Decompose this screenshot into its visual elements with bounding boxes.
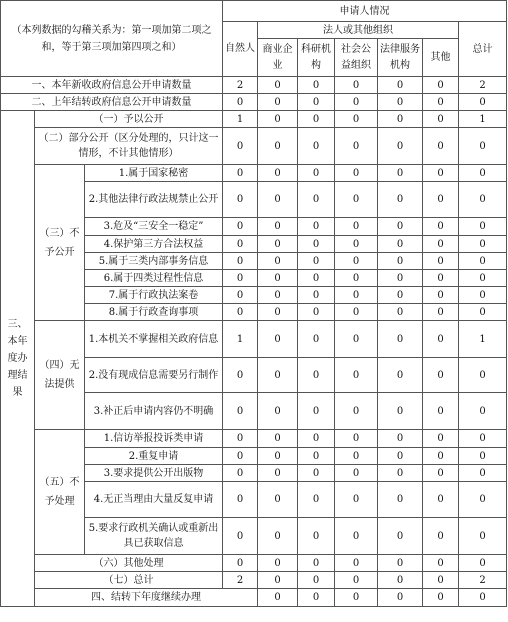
cell-value: 0	[258, 572, 298, 589]
cell-value: 0	[223, 482, 258, 518]
cell-value: 0	[378, 555, 423, 572]
cell-value: 0	[223, 358, 258, 393]
header-total: 总计	[459, 22, 507, 77]
header-social: 社会公益组织	[335, 39, 378, 77]
cell-value: 0	[223, 94, 258, 111]
cell-value: 2	[459, 572, 507, 589]
cell-value: 0	[258, 111, 298, 128]
cell-value: 0	[378, 182, 423, 218]
cell-value: 0	[258, 182, 298, 218]
cell-value: 0	[258, 94, 298, 111]
cell-value: 0	[459, 253, 507, 270]
cell-value: 0	[223, 448, 258, 465]
header-other: 其他	[423, 39, 459, 77]
cell-value: 0	[459, 94, 507, 111]
cell-value: 0	[298, 165, 335, 182]
cell-value: 0	[459, 589, 507, 607]
cell-value: 0	[298, 430, 335, 448]
cell-value: 0	[378, 572, 423, 589]
cell-value: 0	[423, 572, 459, 589]
cell-value: 0	[258, 165, 298, 182]
cell-value: 0	[258, 270, 298, 287]
header-commercial: 商业企业	[258, 39, 298, 77]
table-row	[1, 555, 507, 572]
cell-value: 0	[378, 589, 423, 607]
cell-value: 0	[335, 77, 378, 94]
cell-value: 0	[223, 287, 258, 304]
table-row	[1, 430, 507, 448]
cell-value: 0	[335, 182, 378, 218]
cell-value: 0	[378, 321, 423, 358]
row-label: （七）总计	[35, 572, 223, 589]
cell-value: 1	[459, 111, 507, 128]
cell-value: 0	[258, 128, 298, 165]
cell-value: 0	[423, 393, 459, 430]
cell-value: 0	[459, 448, 507, 465]
cell-value: 0	[378, 465, 423, 482]
row-label: 5.属于三类内部事务信息	[85, 253, 223, 270]
cell-value: 0	[423, 218, 459, 236]
cell-value: 0	[258, 589, 298, 607]
cell-value: 0	[298, 253, 335, 270]
header-legal-group: 法人或其他组织	[258, 22, 459, 39]
table-row	[1, 77, 507, 94]
cell-value: 0	[298, 236, 335, 253]
cell-value: 0	[459, 236, 507, 253]
cell-value: 0	[335, 430, 378, 448]
cell-value: 0	[423, 321, 459, 358]
cell-value: 0	[459, 218, 507, 236]
row-label: 1.信访举报投诉类申请	[85, 430, 223, 448]
cell-value: 0	[298, 448, 335, 465]
row-label: （一）予以公开	[35, 111, 223, 128]
cell-value: 2	[459, 77, 507, 94]
cell-value: 0	[378, 218, 423, 236]
cell-value: 0	[378, 482, 423, 518]
unable-label: （四）无法提供	[35, 321, 85, 430]
cell-value: 0	[223, 236, 258, 253]
cell-value: 0	[335, 448, 378, 465]
cell-value: 0	[423, 128, 459, 165]
cell-value: 0	[378, 518, 423, 555]
cell-value: 0	[423, 94, 459, 111]
cell-value: 0	[258, 77, 298, 94]
cell-value: 0	[298, 518, 335, 555]
cell-value: 1	[459, 321, 507, 358]
cell-value: 1	[223, 321, 258, 358]
cell-value: 0	[335, 253, 378, 270]
row-label: 3.危及“三安全一稳定”	[85, 218, 223, 236]
cell-value: 0	[335, 111, 378, 128]
cell-value: 0	[223, 465, 258, 482]
cell-value: 0	[258, 304, 298, 321]
cell-value: 0	[378, 128, 423, 165]
cell-value: 0	[298, 218, 335, 236]
table-row	[1, 572, 507, 589]
cell-value: 0	[335, 236, 378, 253]
cell-value: 0	[423, 236, 459, 253]
cell-value: 0	[258, 482, 298, 518]
row-label: 2.其他法律行政法规禁止公开	[85, 182, 223, 218]
cell-value: 0	[298, 589, 335, 607]
cell-value: 0	[258, 393, 298, 430]
cell-value: 0	[378, 430, 423, 448]
table-row	[1, 111, 507, 128]
cell-value: 0	[378, 77, 423, 94]
cell-value: 0	[298, 94, 335, 111]
cell-value: 0	[258, 358, 298, 393]
cell-value: 0	[298, 128, 335, 165]
row-label: 2.重复申请	[85, 448, 223, 465]
cell-value: 0	[298, 182, 335, 218]
cell-value: 0	[335, 321, 378, 358]
cell-value: 0	[423, 253, 459, 270]
cell-value: 0	[258, 430, 298, 448]
cell-value: 0	[258, 253, 298, 270]
cell-value: 0	[423, 448, 459, 465]
cell-value: 0	[223, 555, 258, 572]
header-research: 科研机构	[298, 39, 335, 77]
cell-value: 0	[223, 128, 258, 165]
cell-value: 0	[378, 304, 423, 321]
not-granted-label: （三）不予公开	[35, 165, 85, 321]
cell-value: 0	[335, 304, 378, 321]
cell-value: 0	[378, 393, 423, 430]
cell-value: 0	[335, 358, 378, 393]
cell-value: 0	[459, 165, 507, 182]
cell-value: 0	[459, 518, 507, 555]
row-label: 一、本年新收政府信息公开申请数量	[1, 77, 223, 94]
cell-value: 0	[298, 465, 335, 482]
header-natural-person: 自然人	[223, 22, 258, 77]
cell-value: 0	[423, 270, 459, 287]
cell-value: 0	[298, 287, 335, 304]
cell-value: 0	[258, 465, 298, 482]
table-row	[1, 94, 507, 111]
cell-value: 0	[459, 393, 507, 430]
row-label: 2.没有现成信息需要另行制作	[85, 358, 223, 393]
row-label: 4.保护第三方合法权益	[85, 236, 223, 253]
cell-value: 0	[258, 518, 298, 555]
cell-value: 0	[335, 270, 378, 287]
cell-value: 0	[459, 270, 507, 287]
cell-value: 0	[298, 393, 335, 430]
cell-value: 0	[459, 287, 507, 304]
cell-value: 0	[298, 77, 335, 94]
cell-value: 0	[258, 218, 298, 236]
cell-value: 0	[223, 182, 258, 218]
table-row	[1, 128, 507, 165]
cell-value: 0	[378, 287, 423, 304]
row-label: 7.属于行政执法案卷	[85, 287, 223, 304]
cell-value: 0	[459, 128, 507, 165]
cell-value: 0	[378, 94, 423, 111]
header-note: （本列数据的勾稽关系为：第一项加第二项之和，等于第三项加第四项之和）	[1, 1, 223, 77]
row-label: 1.属于国家秘密	[85, 165, 223, 182]
cell-value: 0	[423, 77, 459, 94]
row-label: 4.无正当理由大量反复申请	[85, 482, 223, 518]
cell-value: 0	[298, 111, 335, 128]
row-label: 3.补正后申请内容仍不明确	[85, 393, 223, 430]
row-label: 6.属于四类过程性信息	[85, 270, 223, 287]
cell-value: 0	[223, 165, 258, 182]
cell-value: 1	[223, 111, 258, 128]
cell-value: 0	[459, 465, 507, 482]
cell-value: 0	[423, 430, 459, 448]
cell-value: 0	[298, 270, 335, 287]
cell-value: 0	[378, 111, 423, 128]
cell-value: 0	[223, 253, 258, 270]
cell-value: 0	[298, 358, 335, 393]
header-legal-service: 法律服务机构	[378, 39, 423, 77]
cell-value: 0	[258, 321, 298, 358]
cell-value: 0	[423, 182, 459, 218]
row-label: 二、上年结转政府信息公开申请数量	[1, 94, 223, 111]
cell-value: 0	[223, 218, 258, 236]
cell-value: 0	[223, 430, 258, 448]
row-label: （二）部分公开（区分处理的，只计这一情形，不计其他情形）	[35, 128, 223, 165]
cell-value: 0	[298, 304, 335, 321]
cell-value: 0	[459, 304, 507, 321]
cell-value: 0	[298, 555, 335, 572]
cell-value: 0	[335, 518, 378, 555]
cell-value: 0	[258, 287, 298, 304]
cell-value: 0	[378, 165, 423, 182]
row-label: 3.要求提供公开出版物	[85, 465, 223, 482]
cell-value: 0	[335, 465, 378, 482]
cell-value: 0	[258, 236, 298, 253]
cell-value: 0	[423, 555, 459, 572]
cell-value: 0	[223, 518, 258, 555]
cell-value: 0	[378, 270, 423, 287]
cell-value: 0	[335, 287, 378, 304]
cell-value: 0	[423, 111, 459, 128]
cell-value: 0	[423, 482, 459, 518]
cell-value: 0	[335, 218, 378, 236]
cell-value: 0	[423, 589, 459, 607]
row-label: 5.要求行政机关确认或重新出具已获取信息	[85, 518, 223, 555]
row-label: 8.属于行政查询事项	[85, 304, 223, 321]
cell-value: 0	[378, 253, 423, 270]
cell-value: 0	[335, 165, 378, 182]
cell-value: 0	[335, 555, 378, 572]
cell-value: 0	[335, 393, 378, 430]
row-label: 1.本机关不掌握相关政府信息	[85, 321, 223, 358]
cell-value: 0	[335, 128, 378, 165]
cell-value: 0	[423, 165, 459, 182]
cell-value: 0	[423, 304, 459, 321]
cell-value: 0	[298, 572, 335, 589]
cell-value: 0	[298, 482, 335, 518]
cell-value: 0	[335, 589, 378, 607]
cell-value: 0	[335, 482, 378, 518]
cell-value: 0	[258, 555, 298, 572]
cell-value: 0	[223, 304, 258, 321]
cell-value: 2	[223, 77, 258, 94]
cell-value: 0	[335, 572, 378, 589]
row-label: （六）其他处理	[35, 555, 223, 572]
cell-value: 0	[258, 448, 298, 465]
section3-label: 三、本年度办理结果	[1, 111, 35, 607]
cell-value: 0	[423, 287, 459, 304]
cell-value: 0	[459, 182, 507, 218]
row-label: 四、结转下年度继续办理	[35, 589, 258, 607]
table-row	[1, 589, 507, 607]
cell-value: 0	[223, 270, 258, 287]
cell-value: 0	[459, 358, 507, 393]
cell-value: 0	[298, 321, 335, 358]
header-applicant: 申请人情况	[223, 1, 507, 22]
table-row	[1, 165, 507, 182]
cell-value: 0	[423, 358, 459, 393]
cell-value: 0	[423, 465, 459, 482]
cell-value: 0	[335, 94, 378, 111]
cell-value: 2	[223, 572, 258, 589]
cell-value: 0	[459, 555, 507, 572]
cell-value: 0	[423, 518, 459, 555]
cell-value: 0	[378, 236, 423, 253]
table-row	[1, 321, 507, 358]
cell-value: 0	[223, 393, 258, 430]
cell-value: 0	[378, 358, 423, 393]
cell-value: 0	[459, 482, 507, 518]
cell-value: 0	[459, 430, 507, 448]
cell-value: 0	[378, 448, 423, 465]
not-processed-label: （五）不予处理	[35, 430, 85, 555]
